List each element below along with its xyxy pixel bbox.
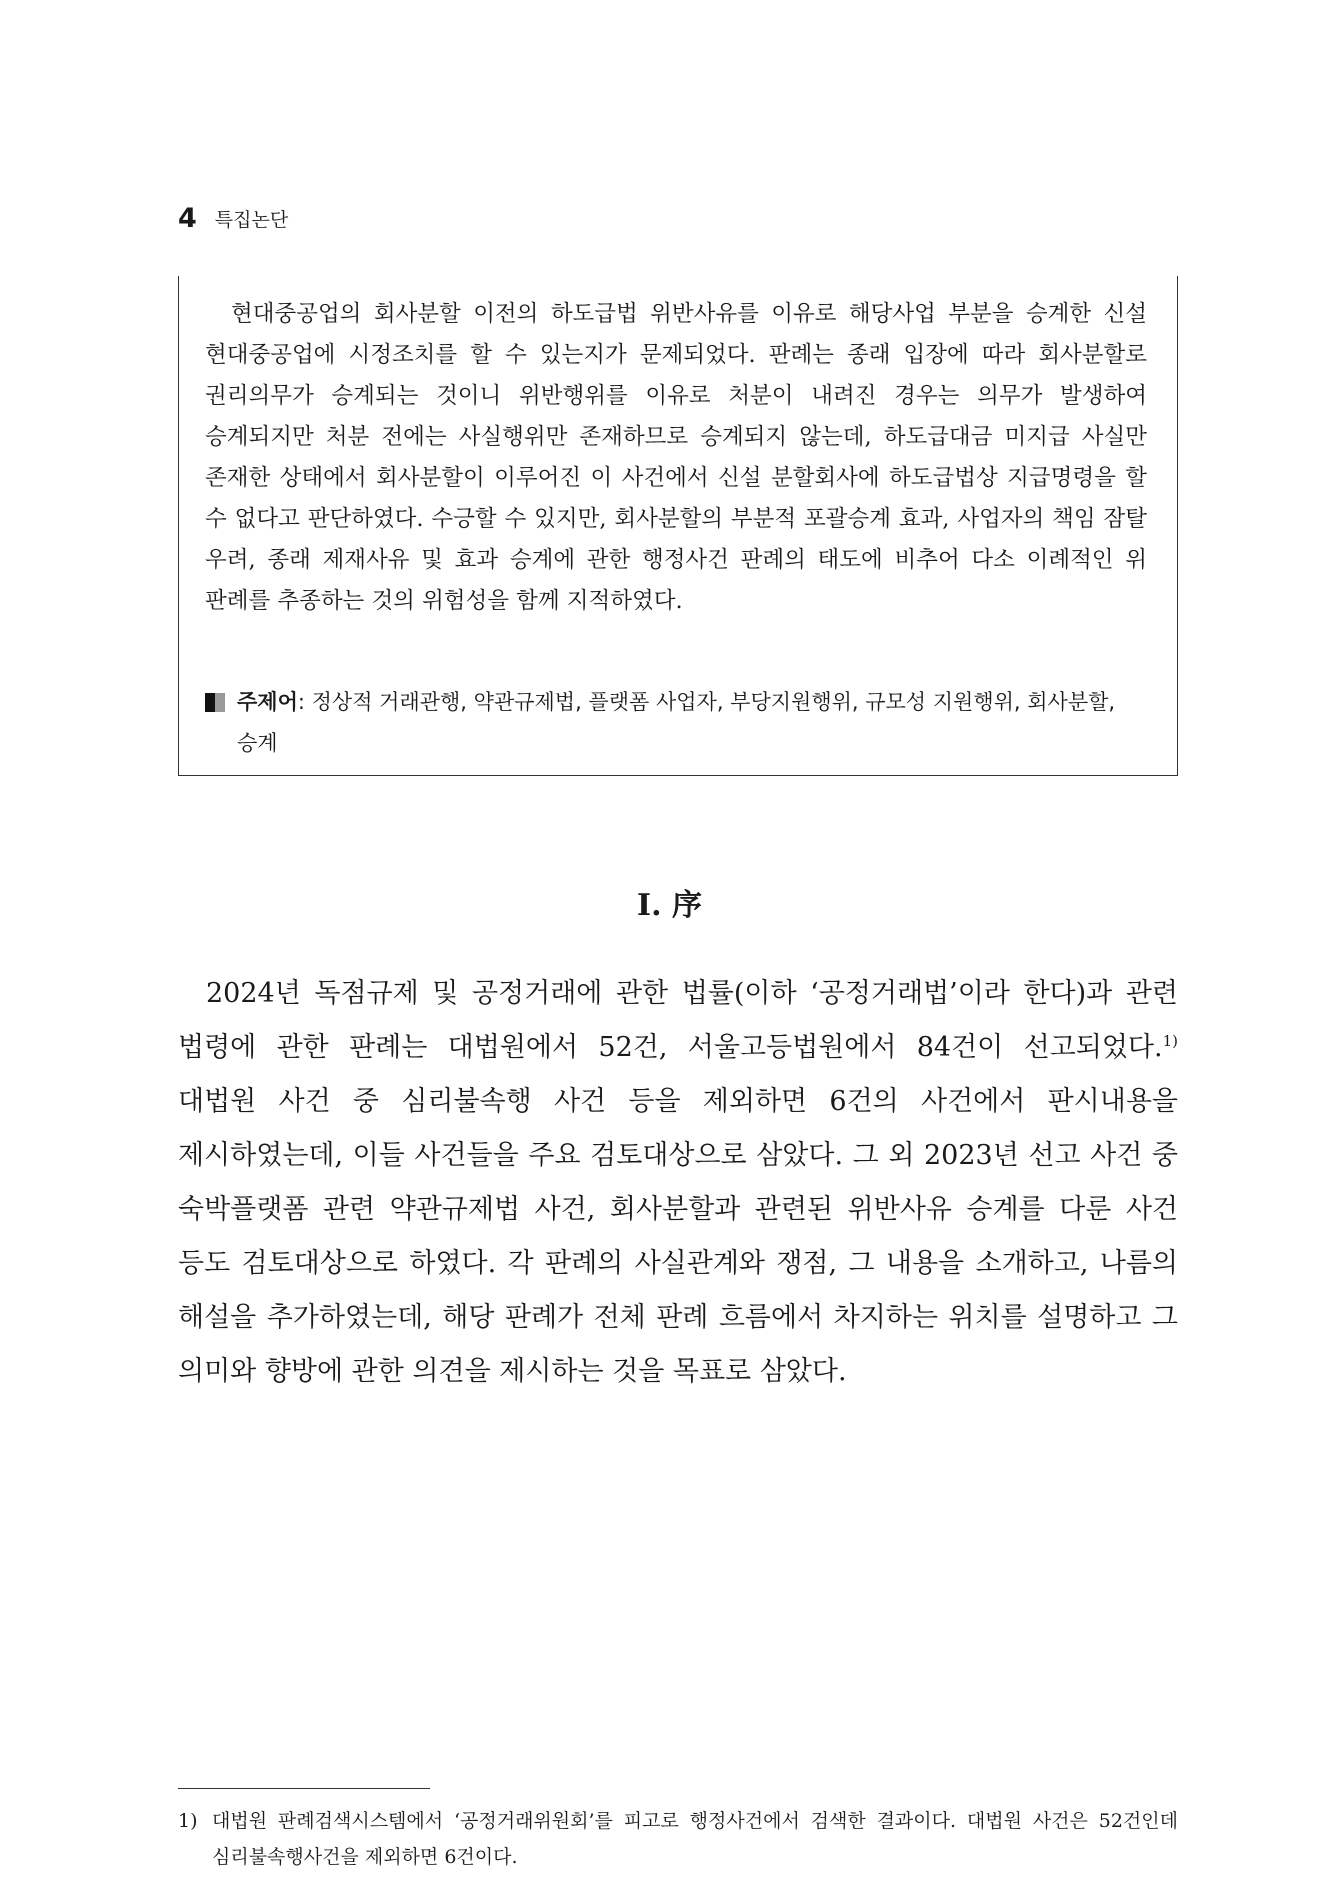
running-head (178, 198, 288, 238)
keywords-label: 주제어 (237, 690, 298, 714)
body-paragraph (178, 967, 1178, 1399)
keywords (205, 682, 1147, 764)
keyword-marker-icon (205, 682, 225, 723)
running-head-section: 특집논단 (214, 208, 289, 231)
section-heading: Ⅰ. 序 (637, 888, 702, 923)
page-number: 4 (178, 202, 197, 234)
footnote-reference: 1) (1162, 1032, 1178, 1050)
footnote-divider (178, 1788, 430, 1789)
body-paragraph-continued: 대법원 사건 중 심리불속행 사건 등을 제외하면 6건의 사건에서 판시내용을 제시하였는데, 이들 사건들을 주요 검토대상으로 삼았다. 그 외 2023년 선고 사건 중 숙박플랫폼 관련 약관규제법 사건, 회사분할과 관련된 위반사유 승계를 다룬 사건 등도 검토대상으로 하였다. 각 판례의 사실관계와 쟁점, 그 내용을 소개하고, 나름의 해설을 추가하였는데, 해당 판례가 전체 판례 흐름에서 차지하는 위치를 설명하고 그 의미와 향방에 관한 의견을 제시하는 것을 목표로 삼았다. (178, 1086, 1178, 1387)
body-paragraph-text: 2024년 독점규제 및 공정거래에 관한 법률(이하 ‘공정거래법’이라 한다)과 관련 법령에 관한 판례는 대법원에서 52건, 서울고등법원에서 84건이 선고되었다. (178, 978, 1178, 1063)
keywords-body: 주제어: 정상적 거래관행, 약관규제법, 플랫폼 사업자, 부당지원행위, 규모성 지원행위, 회사분할, 승계 (237, 690, 1116, 755)
keywords-list: 정상적 거래관행, 약관규제법, 플랫폼 사업자, 부당지원행위, 규모성 지원행위, 회사분할, 승계 (237, 690, 1116, 755)
abstract-text: 현대중공업의 회사분할 이전의 하도급법 위반사유를 이유로 해당사업 부분을 승계한 신설 현대중공업에 시정조치를 할 수 있는지가 문제되었다. 판례는 종래 입장에 따라 회사분할로 권리의무가 승계되는 것이니 위반행위를 이유로 처분이 내려진 경우는 의무가 발생하여 승계되지만 처분 전에는 사실행위만 존재하므로 승계되지 않는데, 하도급대금 미지급 사실만 존재한 상태에서 회사분할이 이루어진 이 사건에서 신설 분할회사에 하도급법상 지급명령을 할 수 없다고 판단하였다. 수긍할 수 있지만, 회사분할의 부분적 포괄승계 효과, 사업자의 책임 잠탈 우려, 종래 제재사유 및 효과 승계에 관한 행정사건 판례의 태도에 비추어 다소 이례적인 위 판례를 추종하는 것의 위험성을 함께 지적하였다. (205, 301, 1147, 614)
footnote-mark: 1) (178, 1810, 198, 1832)
abstract-box (178, 276, 1178, 776)
footnote-text: 대법원 판례검색시스템에서 ‘공정거래위원회’를 피고로 행정사건에서 검색한 결과이다. 대법원 사건은 52건인데 심리불속행사건을 제외하면 6건이다. (212, 1810, 1178, 1868)
footnote (178, 1803, 1178, 1875)
